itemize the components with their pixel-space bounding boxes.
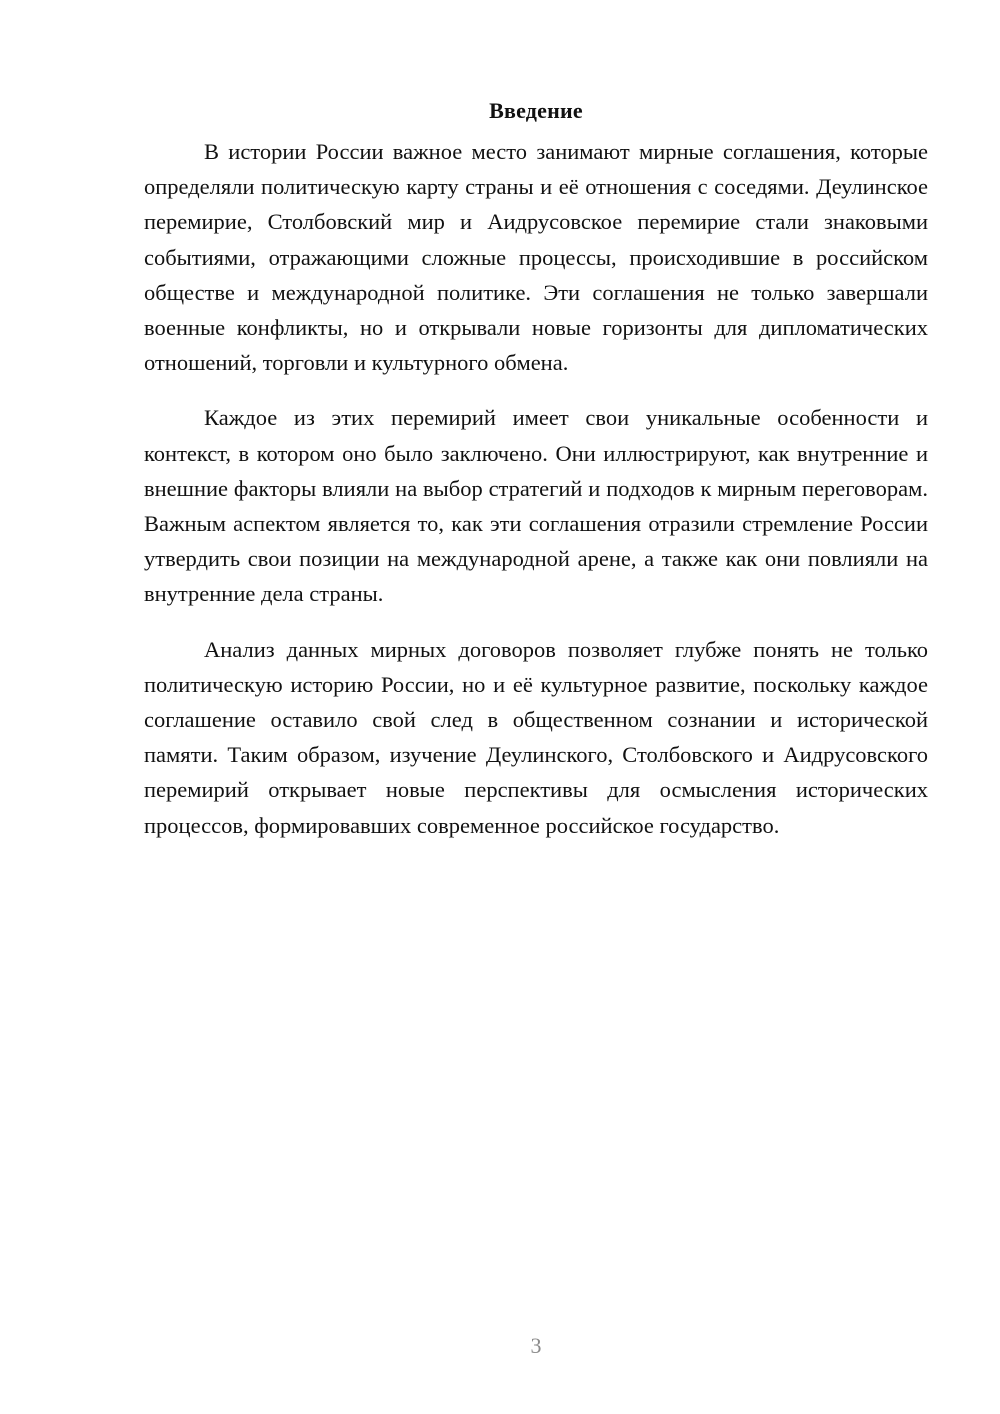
paragraph-1: В истории России важное место занимают мирные соглашения, которые определяли политическую карту страны и её отношения с соседями. Деулинское перемирие, Столбовский мир и Аидрусовское перемирие стали знаковыми событиями, отражающими сложные процессы, происходившие в российском обществе и международной политике. Эти соглашения не только завершали военные конфликты, но и открывали новые горизонты для дипломатических отношений, торговли и культурного обмена. (144, 139, 928, 376)
paragraph-2: Каждое из этих перемирий имеет свои уникальные особенности и контекст, в котором оно было заключено. Они иллюстрируют, как внутренние и внешние факторы влияли на выбор стратегий и подходов к мирным переговорам. Важным аспектом является то, как эти соглашения отразили стремление России утвердить свои позиции на международной арене, а также как они повлияли на внутренние дела страны. (144, 405, 928, 607)
section-heading: Введение (489, 98, 583, 123)
page-content (144, 96, 928, 863)
paragraph-3: Анализ данных мирных договоров позволяет глубже понять не только политическую историю России, но и её культурное развитие, поскольку каждое соглашение оставило свой след в общественном сознании и исторической памяти. Таким образом, изучение Деулинского, Столбовского и Аидрусовского перемирий открывает новые перспективы для осмысления исторических процессов, формировавших современное российское государство. (144, 636, 928, 838)
page-number: 3 (530, 1333, 542, 1358)
